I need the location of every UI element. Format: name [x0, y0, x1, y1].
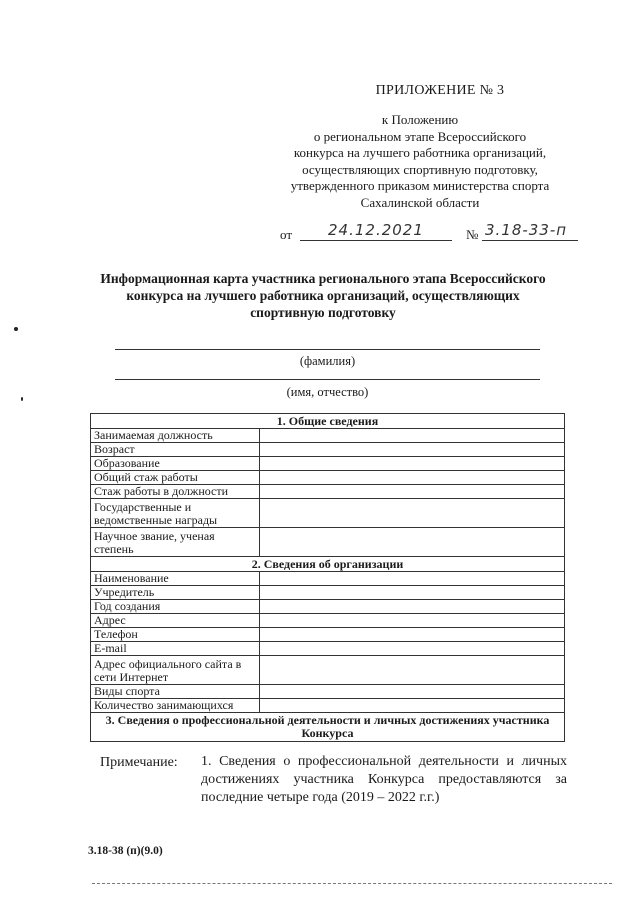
row-value [260, 429, 565, 443]
section3-header: 3. Сведения о профессиональной деятельности и личных достижениях участника Конкурса [91, 713, 565, 742]
row-label: Год создания [91, 600, 260, 614]
number-underline [482, 240, 578, 241]
row-label: E-mail [91, 642, 260, 656]
from-label: от [280, 227, 293, 242]
row-label: Виды спорта [91, 685, 260, 699]
table-row [91, 457, 565, 471]
table-row [91, 600, 565, 614]
appendix-line: осуществляющих спортивную подготовку, [302, 161, 538, 177]
appendix-line: утвержденного приказом министерства спорта [290, 178, 550, 193]
scan-speck [14, 327, 18, 331]
table-row [91, 614, 565, 628]
row-value [260, 586, 565, 600]
table-row [91, 685, 565, 699]
note-label: Примечание: [100, 755, 178, 770]
row-label: Количество занимающихся [91, 699, 260, 713]
date-underline [300, 240, 452, 241]
appendix-title: ПРИЛОЖЕНИЕ № 3 [375, 83, 505, 98]
row-value [260, 528, 565, 557]
title-line: спортивную подготовку [250, 305, 396, 320]
table-row [91, 499, 565, 528]
table-row [91, 586, 565, 600]
table-row [91, 628, 565, 642]
appendix-line: о региональном этапе Всероссийского [313, 128, 527, 144]
row-label: Телефон [91, 628, 260, 642]
document-code: 3.18-38 (п)(9.0) [88, 845, 163, 857]
row-label: Образование [91, 457, 260, 471]
order-date-number [270, 222, 580, 246]
info-card-table [90, 413, 565, 742]
scan-speck [21, 397, 23, 401]
row-value [260, 614, 565, 628]
row-label: Стаж работы в должности [91, 485, 260, 499]
table-row [91, 528, 565, 557]
row-value [260, 457, 565, 471]
row-label: Занимаемая должность [91, 429, 260, 443]
row-label: Учредитель [91, 586, 260, 600]
surname-line [115, 349, 540, 350]
appendix-line: конкурса на лучшего работника организаций, [293, 145, 547, 160]
row-value [260, 471, 565, 485]
appendix-line: Сахалинской области [360, 194, 480, 210]
row-label: Научное звание, ученая степень [91, 528, 260, 557]
row-value [260, 443, 565, 457]
name-caption: (имя, отчество) [286, 385, 369, 399]
table-row [91, 443, 565, 457]
row-label: Возраст [91, 443, 260, 457]
row-label: Адрес [91, 614, 260, 628]
table-row [91, 572, 565, 586]
row-value [260, 642, 565, 656]
table-row [91, 471, 565, 485]
number-label: № [466, 227, 479, 242]
bottom-rule [92, 883, 612, 884]
row-value [260, 485, 565, 499]
row-value [260, 685, 565, 699]
appendix-line: к Положению [381, 112, 459, 127]
table-row [91, 699, 565, 713]
title-line: Информационная карта участника регионального этапа Всероссийского [100, 271, 546, 286]
section1-header: 1. Общие сведения [91, 414, 565, 429]
section-header-achievements [91, 713, 565, 742]
row-label: Общий стаж работы [91, 471, 260, 485]
handwritten-number: 3.18-33-п [485, 221, 568, 239]
name-line [115, 379, 540, 380]
table-row [91, 642, 565, 656]
handwritten-date: 24.12.2021 [328, 221, 424, 239]
section-header-organization [91, 557, 565, 572]
table-row [91, 429, 565, 443]
row-label: Адрес официального сайта в сети Интернет [91, 656, 260, 685]
row-value [260, 572, 565, 586]
row-label: Наименование [91, 572, 260, 586]
section-header-general [91, 414, 565, 429]
table-row [91, 656, 565, 685]
title-line: конкурса на лучшего работника организаций, осуществляющих [126, 288, 520, 303]
section2-header: 2. Сведения об организации [91, 557, 565, 572]
table-row [91, 485, 565, 499]
row-label: Государственные и ведомственные награды [91, 499, 260, 528]
appendix-reference [270, 112, 570, 211]
row-value [260, 600, 565, 614]
document-title [88, 270, 558, 321]
row-value [260, 499, 565, 528]
note-text: 1. Сведения о профессиональной деятельности и личных достижениях участника Конкурса предоставляются за последние четыре года (2019 – 2022 г.г.) [201, 754, 567, 805]
row-value [260, 699, 565, 713]
row-value [260, 656, 565, 685]
row-value [260, 628, 565, 642]
surname-caption: (фамилия) [299, 354, 356, 368]
